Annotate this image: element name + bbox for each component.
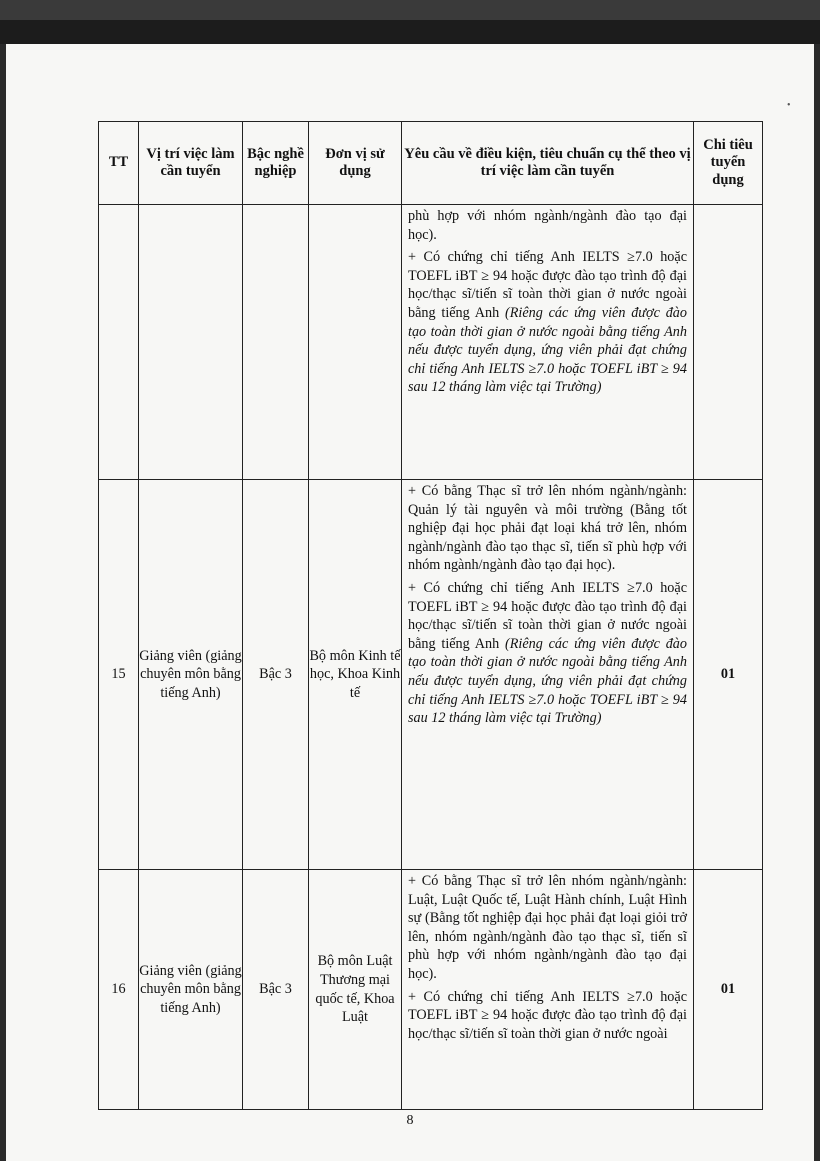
requirement-text: + Có bằng Thạc sĩ trở lên nhóm ngành/ngành: Quản lý tài nguyên và môi trường (Bằng tốt nghiệp đại học phải đạt loại khá trở lên, nhóm ngành/ngành đào tạo thạc sĩ, tiến sĩ phù hợp với nhóm ngành/ngành đào tạo đại học).: [408, 483, 687, 574]
requirement-text: phù hợp với nhóm ngành/ngành đào tạo đại học).: [408, 208, 687, 243]
table-row: [99, 870, 763, 1110]
requirement-text: [408, 579, 687, 728]
row-position: Giảng viên (giảng chuyên môn bằng tiếng Anh): [139, 480, 243, 870]
header-tt: TT: [99, 122, 139, 205]
requirement-language: + Có chứng chỉ tiếng Anh IELTS ≥7.0 hoặc TOEFL iBT ≥ 94 hoặc được đào tạo trình độ đại học/thạc sĩ/tiến sĩ toàn thời gian ở nước ngoài bằng tiếng Anh: [408, 249, 687, 321]
viewer-toolbar-strip: [0, 20, 820, 44]
table-row: [99, 205, 763, 480]
header-row: [99, 122, 763, 205]
requirement-note: (Riêng các ứng viên được đào tạo toàn thời gian ở nước ngoài bằng tiếng Anh nếu được tuyển dụng, ứng viên phải đạt chứng chỉ tiếng Anh IELTS ≥7.0 hoặc TOEFL iBT ≥ 94 sau 12 tháng làm việc tại Trường): [408, 635, 687, 727]
row-quota: [694, 205, 763, 480]
row-requirements: [402, 480, 694, 870]
header-level: Bậc nghề nghiệp: [243, 122, 309, 205]
header-quota: Chi tiêu tuyển dụng: [694, 122, 763, 205]
row-tt: [99, 205, 139, 480]
row-position: Giảng viên (giảng chuyên môn bằng tiếng Anh): [139, 870, 243, 1110]
row-quota: 01: [694, 480, 763, 870]
row-level: [243, 205, 309, 480]
row-level: Bậc 3: [243, 870, 309, 1110]
requirement-note: (Riêng các ứng viên được đào tạo toàn thời gian ở nước ngoài bằng tiếng Anh nếu được tuyển dụng, ứng viên phải đạt chứng chỉ tiếng Anh IELTS ≥7.0 hoặc TOEFL iBT ≥ 94 sau 12 tháng làm việc tại Trường): [408, 304, 687, 396]
row-position: [139, 205, 243, 480]
row-requirements: [402, 870, 694, 1110]
header-position: Vị trí việc làm cần tuyển: [139, 122, 243, 205]
row-quota: 01: [694, 870, 763, 1110]
table-row: [99, 480, 763, 870]
row-unit: Bộ môn Luật Thương mại quốc tế, Khoa Luật: [309, 870, 402, 1110]
scan-speck: •: [787, 100, 791, 111]
row-level: Bậc 3: [243, 480, 309, 870]
requirement-text: + Có chứng chỉ tiếng Anh IELTS ≥7.0 hoặc TOEFL iBT ≥ 94 hoặc được đào tạo trình độ đại học/thạc sĩ/tiến sĩ toàn thời gian ở nước ngoài: [408, 988, 687, 1042]
header-requirements: Yêu cầu về điều kiện, tiêu chuẩn cụ thể theo vị trí việc làm cần tuyển: [402, 122, 694, 205]
row-unit: Bộ môn Kinh tế học, Khoa Kinh tế: [309, 480, 402, 870]
row-unit: [309, 205, 402, 480]
requirement-text: [408, 248, 687, 397]
requirement-text: + Có bằng Thạc sĩ trở lên nhóm ngành/ngành: Luật, Luật Quốc tế, Luật Hành chính, Luật Hình sự (Bằng tốt nghiệp đại học phải đạt loại giỏi trở lên, nhóm ngành/ngành đào tạo thạc sĩ, tiến sĩ phù hợp với nhóm ngành/ngành đào tạo đại học).: [408, 873, 687, 982]
row-tt: 15: [99, 480, 139, 870]
row-requirements: [402, 205, 694, 480]
requirement-language: + Có chứng chỉ tiếng Anh IELTS ≥7.0 hoặc TOEFL iBT ≥ 94 hoặc được đào tạo trình độ đại học/thạc sĩ/tiến sĩ toàn thời gian ở nước ngoài bằng tiếng Anh: [408, 579, 687, 652]
recruitment-table: [98, 121, 763, 1110]
page-number: 8: [406, 1113, 414, 1128]
row-tt: 16: [99, 870, 139, 1110]
header-unit: Đơn vị sử dụng: [309, 122, 402, 205]
viewer-top-bar: [0, 0, 820, 20]
